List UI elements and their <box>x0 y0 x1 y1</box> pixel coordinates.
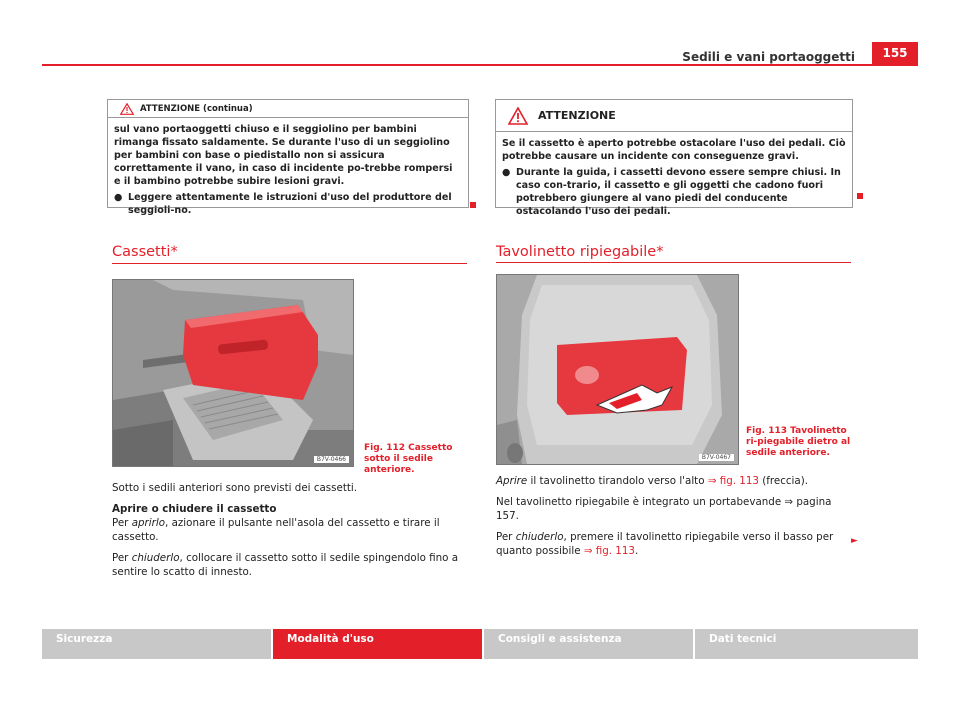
footer-tab-consigli-e-assistenza[interactable]: Consigli e assistenza <box>484 629 693 659</box>
warning-paragraph: sul vano portaoggetti chiuso e il seggiolino per bambini rimanga fissato saldamente. Se durante l'uso di un seggiolino per bambini con base o piedistallo non si assicura correttamente il vano, in caso di incidente po-trebbe rompersi e il bambino potrebbe subire lesioni gravi. <box>114 124 453 187</box>
section-body <box>112 481 468 586</box>
warning-title: ATTENZIONE <box>538 109 616 122</box>
warning-title: ATTENZIONE (continua) <box>140 103 253 114</box>
figure-caption: Fig. 113 Tavolinetto ri-piegabile dietro al sedile anteriore. <box>746 426 851 458</box>
close-paragraph: Per chiuderlo, collocare il cassetto sotto il sedile spingendolo fino a sentire lo scatto di innesto. <box>112 552 459 578</box>
section-end-marker <box>470 202 476 208</box>
warning-box-continued <box>107 99 469 216</box>
figure-id: B7V-0466 <box>314 456 349 463</box>
drawer-illustration <box>113 280 353 466</box>
section-heading-tavolinetto: Tavolinetto ripiegabile* <box>496 244 664 260</box>
warning-body <box>108 118 468 222</box>
intro-paragraph: Sotto i sedili anteriori sono previsti dei cassetti. <box>112 482 358 494</box>
section-end-marker <box>857 193 863 199</box>
warning-header <box>108 100 468 118</box>
figure-link[interactable]: ⇒ fig. 113 <box>583 545 635 557</box>
page-number: 155 <box>872 42 918 66</box>
figure-folding-table <box>496 274 739 465</box>
warning-bullet <box>114 191 462 217</box>
warning-bullet-text: Leggere attentamente le istruzioni d'uso del produttore del seggioli-no. <box>128 192 452 216</box>
warning-triangle-icon <box>120 103 134 115</box>
figure-drawer <box>112 279 354 467</box>
section-heading-cassetti: Cassetti* <box>112 244 178 260</box>
warning-paragraph: Se il cassetto è aperto potrebbe ostacolare l'uso dei pedali. Ciò potrebbe causare un incidente con conseguenze gravi. <box>502 138 846 162</box>
open-paragraph: Aprire il tavolinetto tirandolo verso l'alto ⇒ fig. 113 (freccia). <box>496 475 808 487</box>
figure-link[interactable]: ⇒ fig. 113 <box>707 475 759 487</box>
cupholder-paragraph: Nel tavolinetto ripiegabile è integrato un portabevande ⇒ pagina 157. <box>496 496 832 522</box>
open-paragraph: Per aprirlo, azionare il pulsante nell'asola del cassetto e tirare il cassetto. <box>112 517 440 543</box>
figure-id: B7V-0467 <box>699 454 734 461</box>
section-rule <box>496 262 851 263</box>
warning-body <box>496 132 852 223</box>
bullet-dot: ● <box>502 167 511 178</box>
section-rule <box>112 263 467 264</box>
folding-table-illustration <box>497 275 738 464</box>
subheading: Aprire o chiudere il cassetto <box>112 503 277 515</box>
figure-caption: Fig. 112 Cassetto sotto il sedile anteriore. <box>364 443 453 475</box>
warning-triangle-icon <box>508 107 528 125</box>
footer-tab-dati-tecnici[interactable]: Dati tecnici <box>695 629 918 659</box>
continue-arrow-icon: ► <box>851 536 858 546</box>
section-body <box>496 474 856 565</box>
warning-header <box>496 100 852 132</box>
bullet-dot: ● <box>114 192 123 203</box>
warning-box <box>495 99 853 217</box>
footer-tab-modalita-duso[interactable]: Modalità d'uso <box>273 629 482 659</box>
close-paragraph: Per chiuderlo, premere il tavolinetto ripiegabile verso il basso per quanto possibile ⇒ fig. 113. <box>496 531 834 557</box>
header-rule <box>42 64 918 66</box>
warning-bullet <box>502 166 846 218</box>
page-header-title: Sedili e vani portaoggetti <box>682 50 855 64</box>
warning-bullet-text: Durante la guida, i cassetti devono essere sempre chiusi. In caso con-trario, il cassetto e gli oggetti che cadono fuori potrebbero giungere al vano piedi del conducente ostacolando l'uso dei pedali. <box>516 167 841 217</box>
footer-tab-sicurezza[interactable]: Sicurezza <box>42 629 271 659</box>
